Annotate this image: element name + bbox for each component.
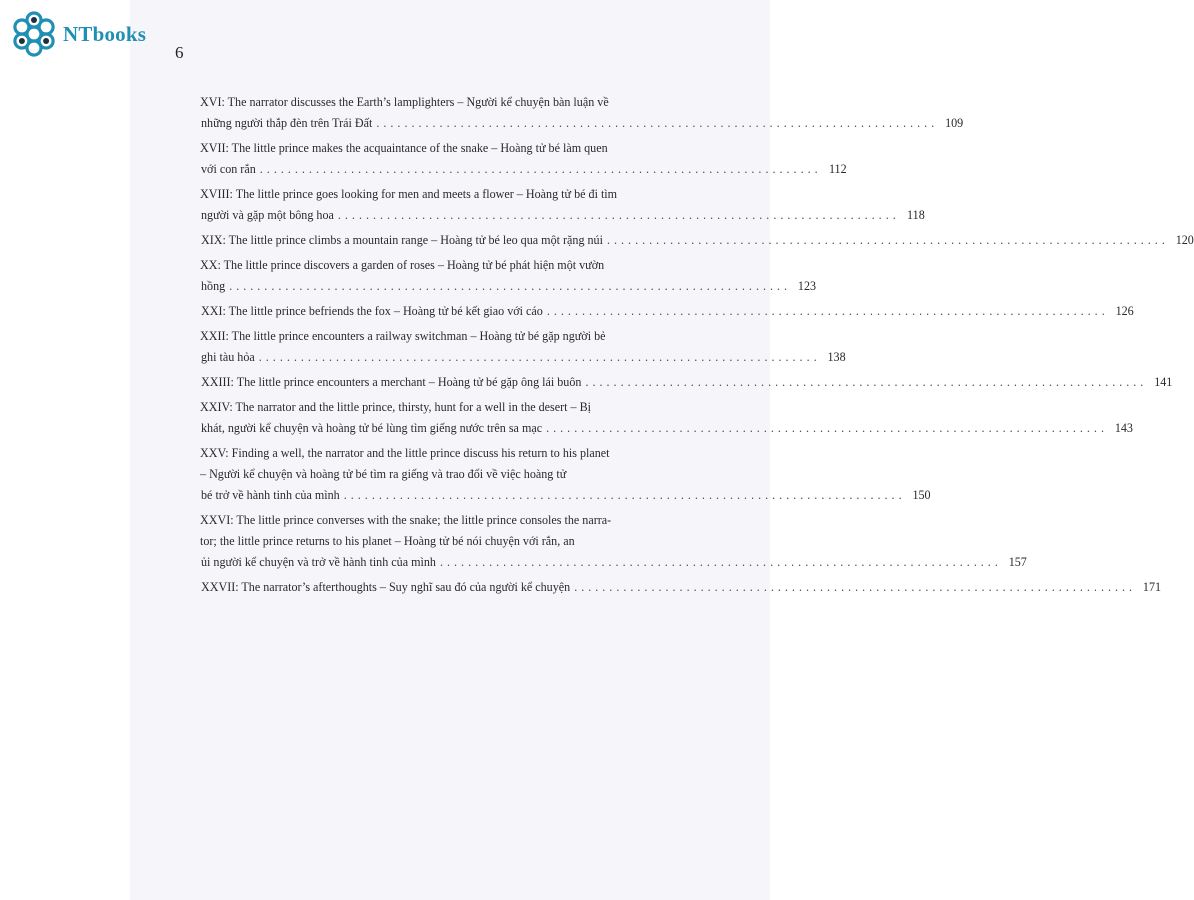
toc-entry-text: XIX: The little prince climbs a mountain range – Hoàng tử bé leo qua một rặng núi [201,233,603,247]
toc-entry-line [200,531,698,552]
toc-entry-text: XVI: The narrator discusses the Earth’s lamplighters – Người kể chuyện bàn luận về [200,95,609,109]
toc-entry-line [200,372,1173,393]
toc-entry-text: XXIII: The little prince encounters a merchant – Hoàng tử bé gặp ông lái buôn [201,375,582,389]
toc-entry[interactable] [200,230,1194,251]
toc-entry-text: với con rắn [201,162,256,176]
toc-entry-text: khát, người kể chuyện và hoàng tử bé lùng tìm giếng nước trên sa mạc [201,421,543,435]
toc-entry-line [200,184,698,205]
dot-leader: ................................................................................ [546,304,1109,318]
toc-entry-text: XX: The little prince discovers a garden of roses – Hoàng tử bé phát hiện một vườn [200,258,605,272]
dot-leader: ................................................................................ [439,555,1002,569]
toc-entry[interactable] [200,184,925,226]
toc-entry-text: XXV: Finding a well, the narrator and the little prince discuss his return to his planet [200,446,610,460]
toc-entry-line [200,255,698,276]
toc-page-number: 120 [1175,233,1194,247]
toc-entry[interactable] [200,326,846,368]
brand-name: NTbooks [63,21,147,46]
toc-entry[interactable] [200,372,1173,393]
toc-entry[interactable] [200,577,1162,598]
dot-leader: ................................................................................ [259,162,822,176]
toc-page-number: 141 [1154,375,1173,389]
toc-entry-text: ghi tàu hỏa [201,350,255,364]
toc-page-number: 112 [828,162,847,176]
toc-page-number: 109 [945,116,964,130]
toc-entry-line [200,159,847,180]
page-number: 6 [175,43,184,62]
toc-page-number: 118 [907,208,925,222]
toc-entry[interactable] [200,301,1134,322]
toc-entry-text: XVIII: The little prince goes looking for men and meets a flower – Hoàng tử bé đi tìm [200,187,618,201]
toc-entry[interactable] [200,443,931,506]
dot-leader: ................................................................................ [258,350,821,364]
toc-entry-line [200,92,698,113]
toc-entry-text: XXVI: The little prince converses with the snake; the little prince consoles the narra- [200,513,612,527]
toc-entry-text: bé trở về hành tinh của mình [201,488,340,502]
toc-entry[interactable] [200,510,1027,573]
hexagon-flower-logo-icon [8,8,60,60]
toc-entry-text: ủi người kể chuyện và trở về hành tinh của mình [201,555,436,569]
toc-entry-text: tor; the little prince returns to his planet – Hoàng tử bé nói chuyện với rắn, an [200,534,575,548]
toc-entry-line [200,276,817,297]
toc-entry-line [200,552,1027,573]
toc-entry-line [200,397,698,418]
dot-leader: ................................................................................ [585,375,1148,389]
toc-entry-text: những người thắp đèn trên Trái Đất [201,116,373,130]
table-of-contents [200,92,1194,602]
toc-entry[interactable] [200,92,964,134]
dot-leader: ................................................................................ [574,580,1137,594]
dot-leader: ................................................................................ [606,233,1169,247]
toc-entry-line [200,326,698,347]
toc-entry-line [200,301,1134,322]
dot-leader: ................................................................................ [337,208,900,222]
toc-page-number: 171 [1142,580,1162,594]
toc-entry-line [200,347,846,368]
toc-entry-text: XXVII: The narrator’s afterthoughts – Suy nghĩ sau đó của người kể chuyện [201,580,571,594]
toc-entry-text: – Người kể chuyện và hoàng tử bé tìm ra giếng và trao đổi về việc hoàng tử [200,467,567,481]
toc-entry-line [200,138,698,159]
toc-entry-line [200,230,1194,251]
toc-entry-text: XVII: The little prince makes the acquaintance of the snake – Hoàng tử bé làm quen [200,141,608,155]
toc-entry[interactable] [200,397,1133,439]
toc-entry-line [200,113,964,134]
toc-entry-line [200,205,925,226]
toc-entry-text: XXI: The little prince befriends the fox – Hoàng tử bé kết giao với cáo [201,304,543,318]
toc-page-number: 138 [827,350,846,364]
toc-entry-line [200,577,1162,598]
toc-entry-line [200,418,1133,439]
dot-leader: ................................................................................ [376,116,939,130]
dot-leader: ................................................................................ [229,279,792,293]
toc-entry-line [200,443,698,464]
toc-page-number: 123 [797,279,817,293]
toc-entry-text: hồng [201,279,226,293]
toc-entry-text: XXII: The little prince encounters a railway switchman – Hoàng tử bé gặp người bẻ [200,329,606,343]
toc-page-number: 157 [1008,555,1027,569]
toc-entry[interactable] [200,255,817,297]
toc-page-number: 143 [1114,421,1133,435]
dot-leader: ................................................................................ [343,488,906,502]
toc-entry-line [200,510,698,531]
dot-leader: ................................................................................ [546,421,1108,435]
toc-page-number: 126 [1115,304,1134,318]
toc-entry-text: XXIV: The narrator and the little prince, thirsty, hunt for a well in the desert – Bị [200,400,592,414]
toc-entry-line [200,464,698,485]
toc-page-number: 150 [912,488,931,502]
toc-entry[interactable] [200,138,847,180]
brand-logo[interactable] [8,8,146,60]
toc-entry-line [200,485,931,506]
toc-entry-text: người và gặp một bông hoa [201,208,334,222]
